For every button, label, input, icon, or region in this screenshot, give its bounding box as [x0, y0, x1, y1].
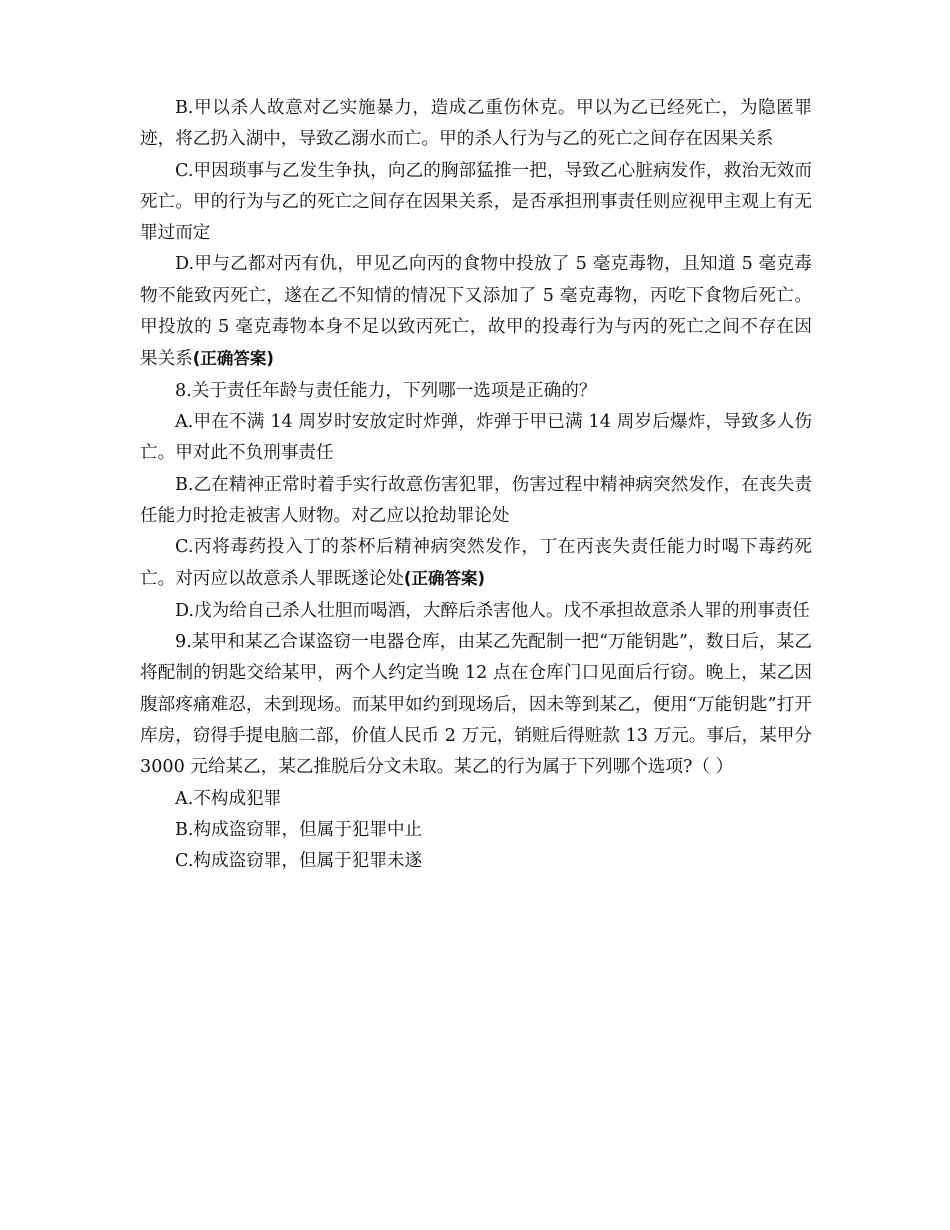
question-9: [140, 627, 812, 783]
paragraph-text: D.甲与乙都对丙有仇，甲见乙向丙的食物中投放了 5 毫克毒物，且知道 5 毫克毒物不能致丙死亡，遂在乙不知情的情况下又添加了 5 毫克毒物，丙吃下食物后死亡。甲投放的 5 毫克毒物本身不足以致丙死亡，故甲的投毒行为与丙的死亡之间不存在因果关系: [140, 254, 812, 370]
option-c-causation: [140, 156, 812, 250]
paragraph-text: C.构成盗窃罪，但属于犯罪未遂: [175, 851, 423, 872]
correct-answer-tag: (正确答案): [192, 349, 274, 369]
paragraph-text: B.构成盗窃罪，但属于犯罪中止: [175, 819, 423, 840]
paragraph-text: A.甲在不满 14 周岁时安放定时炸弹，炸弹于甲已满 14 周岁后爆炸，导致多人伤亡。甲对此不负刑事责任: [140, 411, 812, 464]
question-9-option-a: [140, 784, 812, 815]
question-8-option-c: [140, 532, 812, 596]
question-8-option-a: [140, 407, 812, 470]
paragraph-text: A.不构成犯罪: [175, 788, 282, 809]
question-9-option-c: [140, 846, 812, 877]
paragraph-text: 9.某甲和某乙合谋盗窃一电器仓库，由某乙先配制一把“万能钥匙”，数日后，某乙将配制的钥匙交给某甲，两个人约定当晚 12 点在仓库门口见面后行窃。晚上，某乙因腹部疼痛难忍，未到现场。而某甲如约到现场后，因未等到某乙，便用“万能钥匙”打开库房，窃得手提电脑二部，价值人民币 2 万元，销赃后得赃款 13 万元。事后，某甲分 3000 元给某乙，某乙推脱后分文未取。某乙的行为属于下列哪个选项?（ ）: [140, 632, 812, 778]
option-b-causation: [140, 93, 812, 156]
paragraph-text: D.戊为给自己杀人壮胆而喝酒，大醉后杀害他人。戊不承担故意杀人罪的刑事责任: [175, 600, 810, 621]
document-page: [140, 93, 812, 877]
paragraph-text: B.乙在精神正常时着手实行故意伤害犯罪，伤害过程中精神病突然发作，在丧失责任能力时抢走被害人财物。对乙应以抢劫罪论处: [140, 474, 812, 526]
question-8-option-b: [140, 470, 812, 533]
paragraph-text: 8.关于责任年龄与责任能力，下列哪一选项是正确的？: [175, 380, 597, 401]
question-8: [140, 376, 812, 407]
question-8-option-d: [140, 596, 812, 627]
paragraph-text: C.丙将毒药投入丁的茶杯后精神病突然发作，丁在丙丧失责任能力时喝下毒药死亡。对丙应以故意杀人罪既遂论处: [140, 537, 812, 590]
paragraph-text: C.甲因琐事与乙发生争执，向乙的胸部猛推一把，导致乙心脏病发作，救治无效而死亡。甲的行为与乙的死亡之间存在因果关系，是否承担刑事责任则应视甲主观上有无罪过而定: [140, 160, 812, 244]
option-d-causation: [140, 249, 812, 375]
paragraph-text: B.甲以杀人故意对乙实施暴力，造成乙重伤休克。甲以为乙已经死亡，为隐匿罪迹，将乙扔入湖中，导致乙溺水而亡。甲的杀人行为与乙的死亡之间存在因果关系: [140, 98, 812, 150]
question-9-option-b: [140, 815, 812, 846]
correct-answer-tag: (正确答案): [403, 569, 486, 589]
